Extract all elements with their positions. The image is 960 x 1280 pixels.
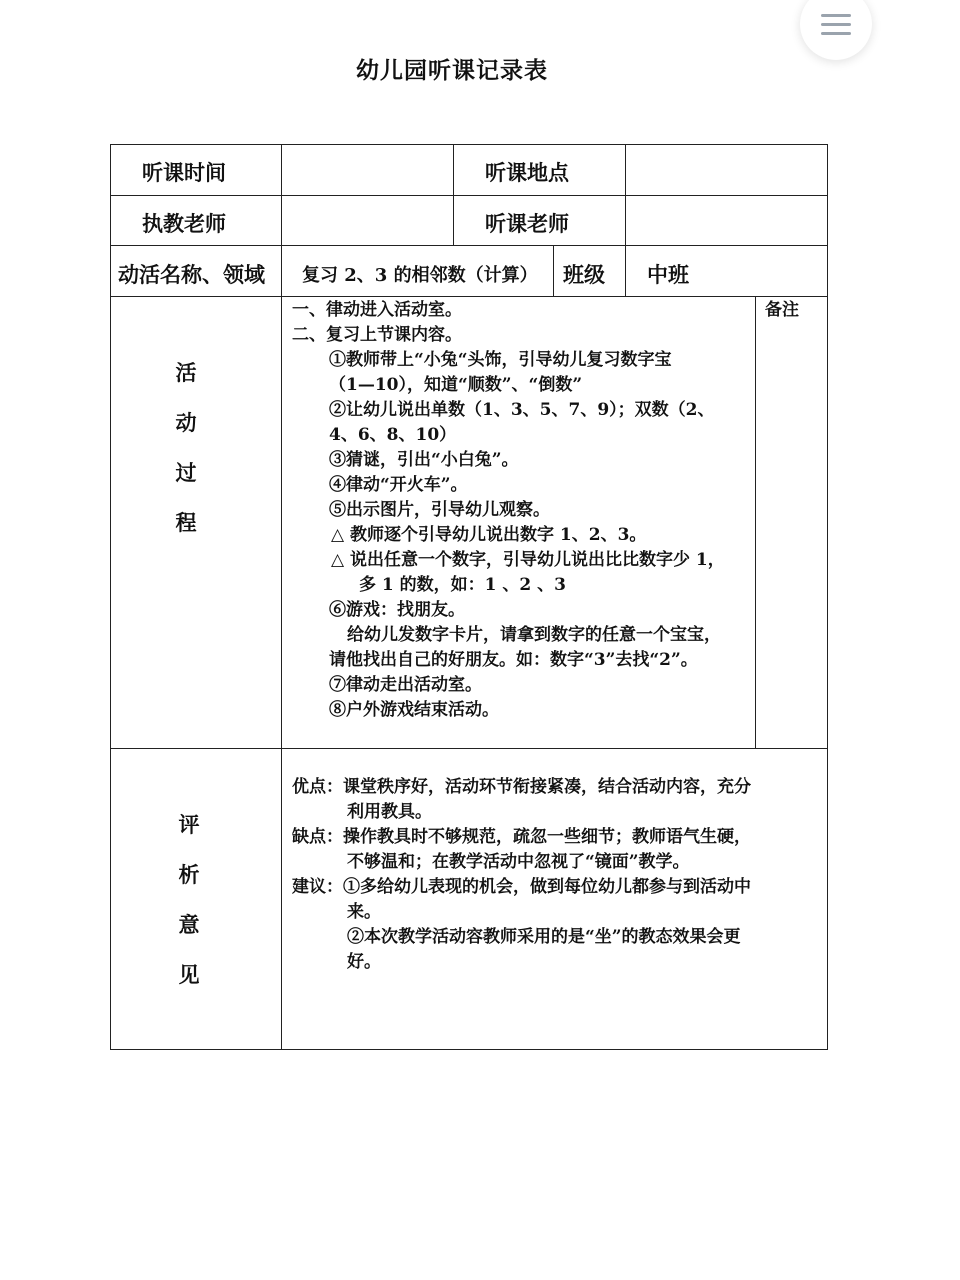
evaluation-line: 缺点：操作教具时不够规范，疏忽一些细节；教师语气生硬， xyxy=(292,827,751,847)
time-label: 听课时间 xyxy=(142,160,226,185)
page-title: 幼儿园听课记录表 xyxy=(356,57,548,84)
activity-label: 动活名称、领域 xyxy=(118,262,265,287)
process-line: ③猜谜，引出“小白兔”。 xyxy=(329,450,519,470)
process-line: ⑧户外游戏结束活动。 xyxy=(329,700,499,720)
class-value: 中班 xyxy=(647,262,689,287)
evaluation-line: 优点：课堂秩序好，活动环节衔接紧凑，结合活动内容，充分 xyxy=(292,777,751,797)
process-line: 一、律动进入活动室。 xyxy=(292,300,462,320)
place-label: 听课地点 xyxy=(485,160,569,185)
process-line: 多 1 的数，如：1 、2 、3 xyxy=(359,575,566,595)
process-line: ⑤出示图片，引导幼儿观察。 xyxy=(329,500,550,520)
menu-icon xyxy=(821,14,851,17)
process-line: 请他找出自己的好朋友。如：数字“3”去找“2”。 xyxy=(329,650,698,670)
process-line: ①教师带上“小兔“头饰，引导幼儿复习数字宝 xyxy=(329,350,672,370)
evaluation-line: ②本次教学活动容教师采用的是“坐”的教态效果会更 xyxy=(347,927,741,947)
process-line: △ 说出任意一个数字，引导幼儿说出比比数字少 1， xyxy=(331,550,725,570)
evaluation-line: 不够温和；在教学活动中忽视了“镜面”教学。 xyxy=(347,852,690,872)
teacher-label: 执教老师 xyxy=(142,211,226,236)
evaluation-line: 利用教具。 xyxy=(347,802,432,822)
process-line: 给幼儿发数字卡片，请拿到数字的任意一个宝宝， xyxy=(347,625,721,645)
process-line: ②让幼儿说出单数（1、3、5、7、9）；双数（2、 xyxy=(329,400,715,420)
activity-value: 复习 2、3 的相邻数（计算） xyxy=(302,265,538,286)
evaluation-line: 建议：①多给幼儿表现的机会，做到每位幼儿都参与到活动中 xyxy=(292,877,751,897)
process-label: 活 动 过 程 xyxy=(175,360,197,535)
evaluation-label: 评 析 意 见 xyxy=(178,812,200,987)
process-line: ⑥游戏：找朋友。 xyxy=(329,600,465,620)
process-line: （1—10），知道“顺数”、“倒数” xyxy=(329,375,583,395)
remark-label: 备注 xyxy=(765,300,799,320)
process-line: △ 教师逐个引导幼儿说出数字 1、2、3。 xyxy=(331,525,647,545)
evaluation-line: 来。 xyxy=(347,902,381,922)
process-line: ⑦律动走出活动室。 xyxy=(329,675,482,695)
class-label: 班级 xyxy=(563,262,605,287)
process-line: 4、6、8、10） xyxy=(329,425,457,445)
observer-label: 听课老师 xyxy=(485,211,569,236)
process-line: ④律动“开火车”。 xyxy=(329,475,468,495)
menu-button[interactable] xyxy=(800,0,872,60)
evaluation-line: 好。 xyxy=(347,952,381,972)
process-line: 二、复习上节课内容。 xyxy=(292,325,462,345)
